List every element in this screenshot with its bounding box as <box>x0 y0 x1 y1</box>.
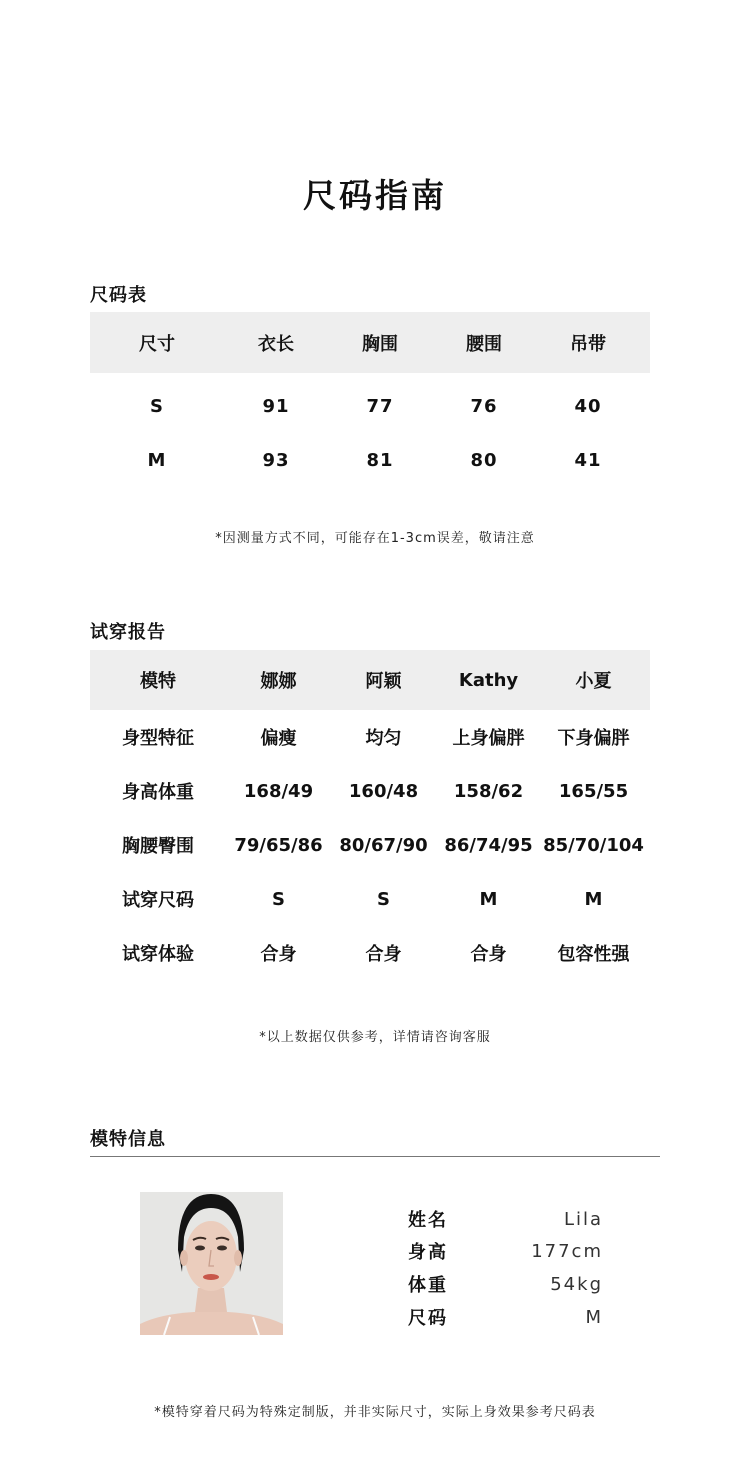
table-cell: 85/70/104 <box>543 834 644 856</box>
header-cell: 胸围 <box>362 333 398 355</box>
header-cell: 阿颖 <box>365 671 402 692</box>
table-cell: 93 <box>262 449 290 471</box>
size-chart-note: *因测量方式不同，可能存在1-3cm误差，敬请注意 <box>215 531 535 546</box>
table-cell: 81 <box>366 449 394 471</box>
table-cell: M <box>479 888 498 910</box>
try-on-table <box>90 650 650 980</box>
table-row <box>90 764 650 818</box>
header-cell: 尺寸 <box>139 333 175 355</box>
table-cell: 包容性强 <box>557 944 630 965</box>
info-key: 姓名 <box>408 1210 448 1231</box>
model-info-row-name <box>408 1203 603 1235</box>
try-on-note: *以上数据仅供参考，详情请咨询客服 <box>259 1030 491 1045</box>
table-cell: 胸腰臀围 <box>122 836 194 857</box>
info-key: 尺码 <box>408 1308 448 1329</box>
table-row <box>90 433 650 487</box>
table-row <box>90 818 650 872</box>
table-cell: 79/65/86 <box>234 834 323 856</box>
size-chart-header-row <box>90 312 650 373</box>
header-cell: 小夏 <box>575 671 612 692</box>
table-cell: 试穿尺码 <box>122 890 194 911</box>
table-cell: 86/74/95 <box>444 834 533 856</box>
try-on-label: 试穿报告 <box>90 622 166 643</box>
header-cell: 娜娜 <box>260 671 297 692</box>
size-chart-label: 尺码表 <box>90 285 147 306</box>
table-cell: S <box>272 888 285 910</box>
table-cell: 合身 <box>470 944 507 965</box>
model-info-row-weight <box>408 1268 603 1300</box>
info-value: M <box>585 1306 603 1328</box>
table-row <box>90 379 650 433</box>
table-cell: 41 <box>574 449 602 471</box>
table-cell: M <box>147 449 167 471</box>
header-cell: 腰围 <box>466 333 502 355</box>
info-key: 身高 <box>408 1242 448 1263</box>
table-cell: 168/49 <box>243 780 314 802</box>
model-info-row-size <box>408 1301 603 1333</box>
table-cell: 合身 <box>365 944 402 965</box>
model-info-label: 模特信息 <box>90 1129 166 1150</box>
header-cell: 衣长 <box>258 333 294 355</box>
table-cell: 76 <box>470 395 498 417</box>
table-cell: 上身偏胖 <box>452 728 525 749</box>
table-cell: 80 <box>470 449 498 471</box>
table-cell: 40 <box>574 395 602 417</box>
table-cell: 158/62 <box>453 780 524 802</box>
info-key: 体重 <box>408 1275 448 1296</box>
table-cell: S <box>150 395 164 417</box>
model-portrait-image <box>140 1192 283 1335</box>
table-cell: 77 <box>366 395 394 417</box>
table-cell: 91 <box>262 395 290 417</box>
try-on-header-row <box>90 650 650 710</box>
table-cell: S <box>377 888 390 910</box>
header-cell: Kathy <box>458 669 519 691</box>
table-cell: 160/48 <box>348 780 419 802</box>
header-cell: 模特 <box>140 671 176 692</box>
table-cell: 合身 <box>260 944 297 965</box>
table-cell: 试穿体验 <box>122 944 194 965</box>
model-info-row-height <box>408 1235 603 1267</box>
table-cell: 下身偏胖 <box>557 728 630 749</box>
model-info-note: *模特穿着尺码为特殊定制版，并非实际尺寸，实际上身效果参考尺码表 <box>154 1405 596 1420</box>
table-cell: 均匀 <box>365 728 402 749</box>
info-value: 177cm <box>531 1240 603 1262</box>
table-cell: 偏瘦 <box>260 728 297 749</box>
size-chart-table <box>90 312 650 487</box>
section-divider <box>90 1156 660 1157</box>
table-cell: 165/55 <box>558 780 629 802</box>
table-row <box>90 926 650 980</box>
table-cell: 身高体重 <box>122 782 194 803</box>
model-photo <box>140 1192 283 1335</box>
header-cell: 吊带 <box>570 333 606 355</box>
table-cell: 80/67/90 <box>339 834 428 856</box>
table-cell: M <box>584 888 603 910</box>
table-row <box>90 710 650 764</box>
info-value: Lila <box>563 1208 603 1230</box>
table-row <box>90 872 650 926</box>
table-cell: 身型特征 <box>122 728 194 749</box>
page-title: 尺码指南 <box>303 176 447 215</box>
info-value: 54kg <box>550 1273 603 1295</box>
